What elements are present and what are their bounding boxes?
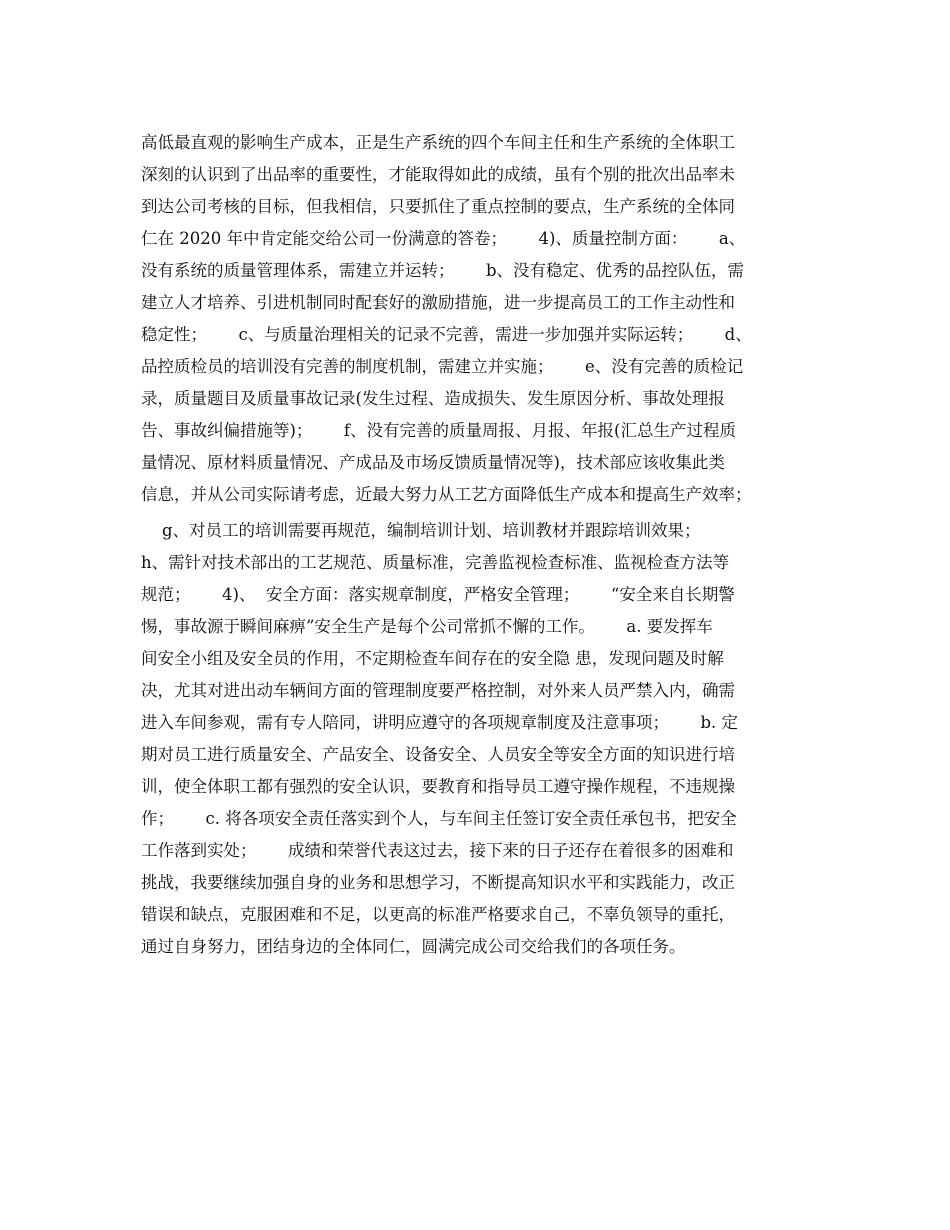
- text-line: 高低最直观的影响生产成本，正是生产系统的四个车间主任和生产系统的全体职工: [141, 133, 735, 152]
- text-line: 仁在 2020 年中肯定能交给公司一份满意的答卷； 4)、质量控制方面： a、: [141, 229, 746, 248]
- text-line: 工作落到实处； 成绩和荣誉代表这过去，接下来的日子还存在着很多的困难和: [141, 841, 734, 860]
- text-line: 通过自身努力，团结身边的全体同仁，圆满完成公司交给我们的各项任务。: [141, 937, 686, 956]
- text-line: 信息，并从公司实际请考虑，近最大努力从工艺方面降低生产成本和提高生产效率；: [141, 485, 752, 504]
- text-line: 录，质量题目及质量事故记录(发生过程、造成损失、发生原因分析、事故处理报: [141, 389, 725, 408]
- text-line: 量情况、原材料质量情况、产成品及市场反馈质量情况等)，技术部应该收集此类: [141, 453, 725, 472]
- text-line: 期对员工进行质量安全、产品安全、设备安全、人员安全等安全方面的知识进行培: [141, 745, 735, 764]
- text-line: 惕，事故源于瞬间麻痹”安全生产是每个公司常抓不懈的工作。 a. 要发挥车: [141, 617, 713, 636]
- text-line: 告、事故纠偏措施等)； f、没有完善的质量周报、月报、年报(汇总生产过程质: [141, 421, 736, 440]
- text-line: 规范； 4)、 安全方面：落实规章制度，严格安全管理； “安全来自长期警: [141, 585, 735, 604]
- body-text: [141, 127, 821, 963]
- text-line: 间安全小组及安全员的作用，不定期检查车间存在的安全隐 患，发现问题及时解: [141, 649, 724, 668]
- text-line: 训，使全体职工都有强烈的安全认识，要教育和指导员工遵守操作规程，不违规操: [141, 777, 735, 796]
- text-line: g、对员工的培训需要再规范，编制培训计划、培训教材并跟踪培训效果；: [141, 521, 701, 540]
- text-line: 稳定性； c、与质量治理相关的记录不完善，需进一步加强并实际运转； d、: [141, 325, 752, 344]
- text-line: 错误和缺点，克服困难和不足，以更高的标准严格要求自己，不辜负领导的重托，: [141, 905, 735, 924]
- text-line: 决，尤其对进出动车辆间方面的管理制度要严格控制，对外来人员严禁入内，确需: [141, 681, 735, 700]
- text-line: 作； c. 将各项安全责任落实到个人，与车间主任签订安全责任承包书，把安全: [141, 809, 737, 828]
- text-line: 品控质检员的培训没有完善的制度机制，需建立并实施； e、没有完善的质检记: [141, 357, 744, 376]
- text-line: 挑战，我要继续加强自身的业务和思想学习，不断提高知识水平和实践能力，改正: [141, 873, 735, 892]
- text-line: 建立人才培养、引进机制同时配套好的激励措施，进一步提高员工的工作主动性和: [141, 293, 735, 312]
- text-line: 进入车间参观，需有专人陪同，讲明应遵守的各项规章制度及注意事项； b. 定: [141, 713, 739, 732]
- text-line: 到达公司考核的目标，但我相信，只要抓住了重点控制的要点，生产系统的全体同: [141, 197, 735, 216]
- text-line: 没有系统的质量管理体系，需建立并运转； b、没有稳定、优秀的品控队伍，需: [141, 261, 745, 280]
- text-line: h、需针对技术部出的工艺规范、质量标准，完善监视检查标准、监视检查方法等: [141, 553, 730, 572]
- text-line: 深刻的认识到了出品率的重要性，才能取得如此的成绩，虽有个别的批次出品率未: [141, 165, 735, 184]
